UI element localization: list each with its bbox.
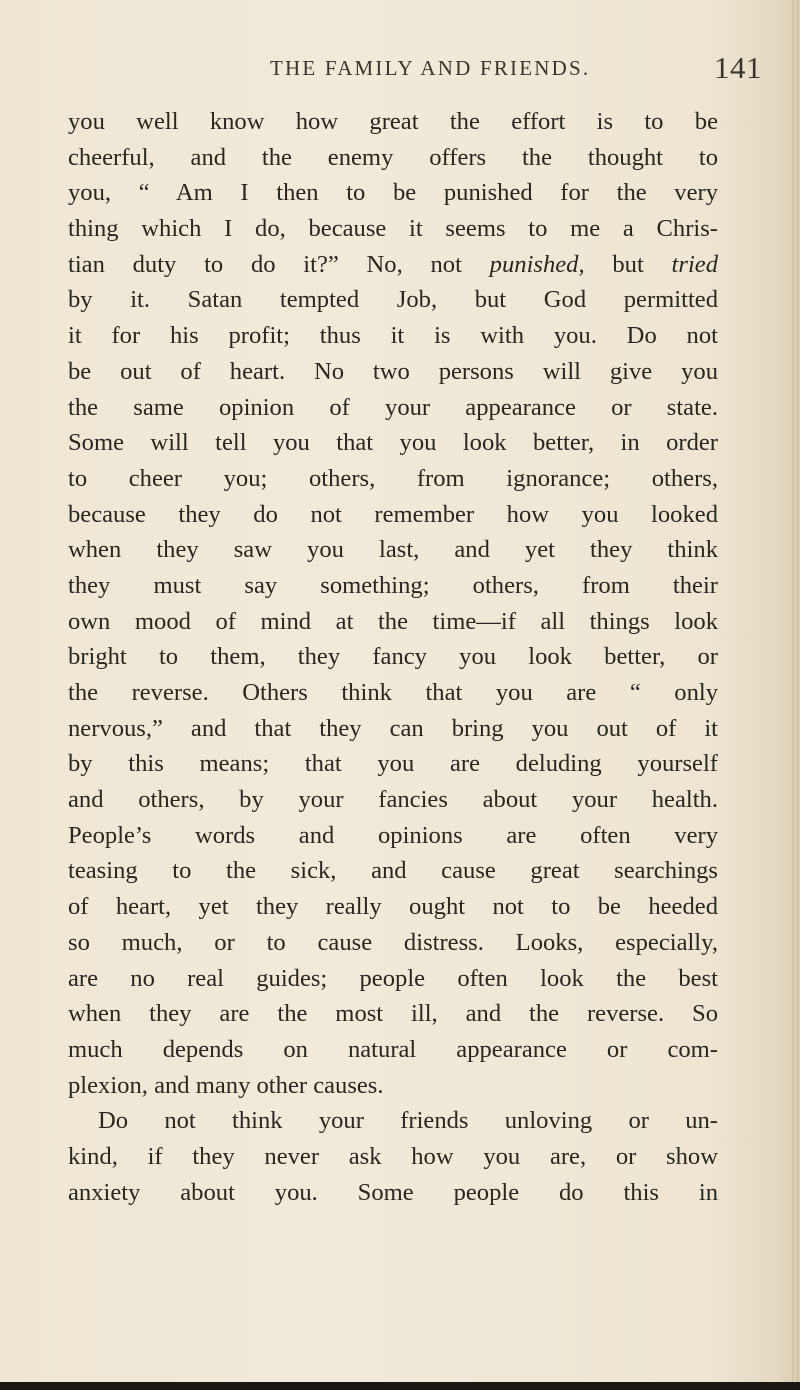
text-line: cheerful, and the enemy offers the thought to: [68, 143, 718, 171]
page-edge-shadow: [792, 0, 794, 1390]
text-line: be out of heart. No two persons will give you: [68, 357, 718, 385]
text-line: thing which I do, because it seems to me a Chris-: [68, 215, 718, 243]
text-line: it for his profit; thus it is with you. Do not: [68, 322, 718, 350]
text-line: nervous,” and that they can bring you out of it: [68, 714, 718, 742]
text-line: because they do not remember how you looked: [68, 500, 718, 528]
text-line: own mood of mind at the time—if all things look: [68, 607, 718, 635]
text-line: bright to them, they fancy you look better, or: [68, 643, 718, 671]
text-line: so much, or to cause distress. Looks, especially,: [68, 928, 718, 956]
text-line: anxiety about you. Some people do this in: [68, 1178, 718, 1206]
page-number: 141: [714, 50, 762, 85]
text-line: of heart, yet they really ought not to be heeded: [68, 893, 718, 921]
text-line: teasing to the sick, and cause great searchings: [68, 857, 718, 885]
text-line: [68, 247, 718, 283]
italic-word: tried: [671, 250, 718, 278]
text-line: People’s words and opinions are often very: [68, 821, 718, 849]
text-line: Some will tell you that you look better, in order: [68, 429, 718, 457]
text-line: much depends on natural appearance or com-: [68, 1035, 718, 1063]
text-line: by this means; that you are deluding yourself: [68, 750, 718, 778]
body-text: [68, 104, 718, 1210]
text-line: you, “ Am I then to be punished for the very: [68, 179, 718, 207]
text-run: but: [584, 250, 672, 278]
text-line: they must say something; others, from their: [68, 571, 718, 599]
running-title: THE FAMILY AND FRIENDS.: [270, 56, 591, 80]
text-line: kind, if they never ask how you are, or show: [68, 1142, 718, 1170]
text-run: tian duty to do it?” No, not: [68, 250, 462, 278]
text-line: Do not think your friends unloving or un-: [98, 1107, 718, 1135]
text-line: plexion, and many other causes.: [68, 1071, 384, 1099]
text-line: you well know how great the effort is to be: [68, 108, 718, 135]
scan-bottom-edge: [0, 1382, 800, 1390]
page-header: [0, 50, 800, 90]
text-line: when they saw you last, and yet they think: [68, 536, 718, 564]
text-line: are no real guides; people often look the best: [68, 964, 718, 992]
text-line: and others, by your fancies about your health.: [68, 786, 718, 814]
italic-word: punished,: [489, 250, 585, 278]
text-line: to cheer you; others, from ignorance; others,: [68, 464, 718, 492]
page-edge-line: [797, 0, 798, 1390]
text-line: by it. Satan tempted Job, but God permitted: [68, 286, 718, 314]
text-line: when they are the most ill, and the reverse. So: [68, 1000, 718, 1028]
text-line: the reverse. Others think that you are “ only: [68, 679, 718, 706]
text-line: the same opinion of your appearance or state.: [68, 393, 718, 421]
